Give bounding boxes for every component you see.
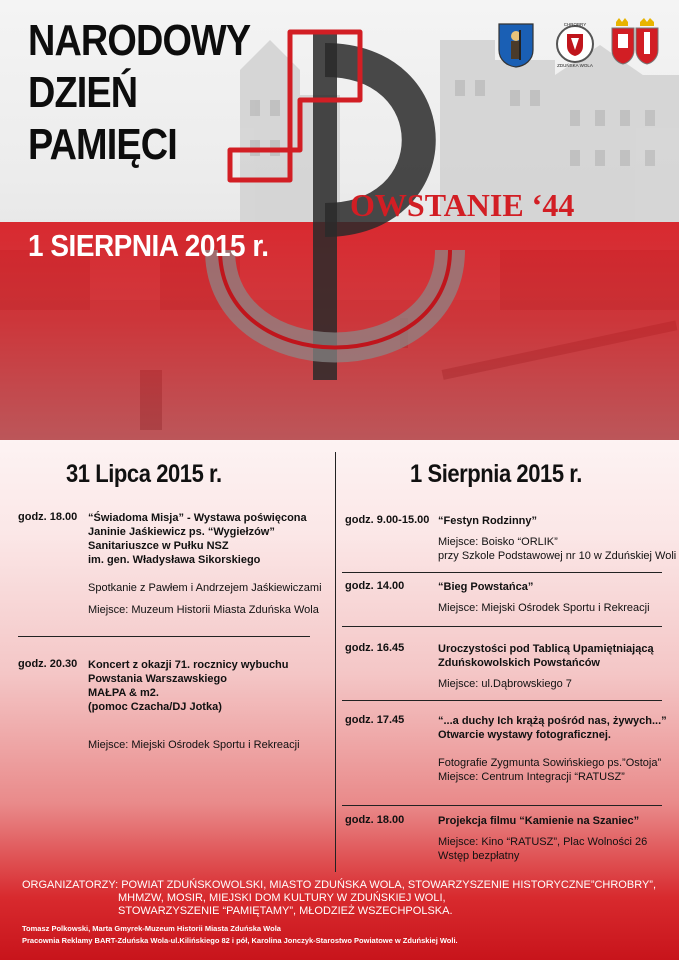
right-event-2-title: “Bieg Powstańca” [438,581,534,593]
right-event-4-title-1: “...a duchy Ich krążą pośród nas, żywych...” [438,715,667,727]
right-event-4-place [438,756,661,784]
left-event-1-title-4: im. gen. Władysława Sikorskiego [88,554,261,566]
right-separator-3 [342,700,662,701]
right-event-2-time: godz. 14.00 [345,580,405,592]
right-event-4-place-2: Miejsce: Centrum Integracji “RATUSZ” [438,771,625,783]
right-event-3-title-2: Zduńskowolskich Powstańców [438,657,600,669]
right-event-5-place [438,835,647,863]
organizers-line-3: STOWARZYSZENIE “PAMIĘTAMY”, MŁODZIEŻ WSZECHPOLSKA. [118,905,453,917]
left-event-1-title-3: Sanitariuszce w Pułku NSZ [88,540,229,552]
left-event-1-title-2: Janinie Jaśkiewicz ps. “Wygiełzów” [88,526,275,538]
left-event-1-title-1: “Świadoma Misja” - Wystawa poświęcona [88,512,307,524]
left-event-2-title-2: Powstania Warszawskiego [88,673,227,685]
organizers [22,879,662,918]
right-event-2-place: Miejsce: Miejski Ośrodek Sportu i Rekreacji [438,602,650,614]
county-crests-icon [610,18,660,68]
chrobry-crest-caption: ZDUŃSKA WOLA [557,63,593,68]
right-event-4-title [438,714,667,742]
right-event-5-place-1: Miejsce: Kino “RATUSZ”, Plac Wolności 26 [438,836,648,848]
zdunska-wola-crest-icon [497,22,535,68]
right-separator-1 [342,572,662,573]
right-event-1-time: godz. 9.00-15.00 [345,514,430,526]
column-divider [335,452,336,872]
left-event-2-title-3: MAŁPA & m2. [88,687,159,699]
left-event-2-title-4: (pomoc Czacha/DJ Jotka) [88,701,222,713]
right-event-5-place-2: Wstęp bezpłatny [438,850,520,862]
title-line-1: NARODOWY [28,16,251,65]
left-event-2-place: Miejsce: Miejski Ośrodek Sportu i Rekreacji [88,739,300,751]
right-event-4-title-2: Otwarcie wystawy fotograficznej. [438,729,611,741]
organizers-line-1: ORGANIZATORZY: POWIAT ZDUŃSKOWOLSKI, MIASTO ZDUŃSKA WOLA, STOWARZYSZENIE HISTORYCZNE”CHROBRY”, [22,879,657,891]
powstanie-emblem-text: OWSTANIE ‘44 [350,187,575,223]
event-date: 1 SIERPNIA 2015 r. [28,228,269,263]
right-event-3-title [438,642,654,670]
right-event-4-place-1: Fotografie Zygmunta Sowińskiego ps.”Ostoja” [438,757,662,769]
left-event-2-title-1: Koncert z okazji 71. rocznicy wybuchu [88,659,289,671]
right-event-1-title: “Festyn Rodzinny” [438,515,538,527]
right-separator-4 [342,805,662,806]
right-event-1-place-2: przy Szkole Podstawowej nr 10 w Zduńskiej Woli [438,550,677,562]
chrobry-crest-label: CHROBRY [563,22,587,27]
right-event-4-time: godz. 17.45 [345,714,405,726]
left-column-heading: 31 Lipca 2015 r. [66,460,222,488]
right-event-3-place: Miejsce: ul.Dąbrowskiego 7 [438,678,572,690]
left-separator [18,636,310,637]
chrobry-emblem-icon [555,20,595,68]
title-line-3: PAMIĘCI [28,120,177,169]
title-line-2: DZIEŃ [28,68,138,117]
left-event-1-time: godz. 18.00 [18,511,78,523]
right-event-3-title-1: Uroczystości pod Tablicą Upamiętniającą [438,643,654,655]
right-event-3-time: godz. 16.45 [345,642,405,654]
right-column-heading: 1 Sierpnia 2015 r. [410,460,582,488]
right-separator-2 [342,626,662,627]
hero-banner [0,0,679,440]
right-event-5-title: Projekcja filmu “Kamienie na Szaniec” [438,815,640,827]
left-event-2-time: godz. 20.30 [18,658,78,670]
left-event-2 [88,658,289,714]
credits-line-2: Pracownia Reklamy BART-Zduńska Wola-ul.Kilińskiego 82 i pół, Karolina Jonczyk-Starostwo Powiatowe w Zduńskiej Woli. [22,936,458,945]
right-event-1-place-1: Miejsce: Boisko “ORLIK” [438,536,558,548]
left-event-1 [88,511,307,567]
organizers-line-2: MHMZW, MOSIR, MIEJSKI DOM KULTURY W ZDUŃSKIEJ WOLI, [118,892,446,904]
credits-line-1: Tomasz Polkowski, Marta Gmyrek-Muzeum Historii Miasta Zduńska Wola [22,924,281,933]
right-event-1-place [438,535,676,563]
right-event-5-time: godz. 18.00 [345,814,405,826]
left-event-1-place: Miejsce: Muzeum Historii Miasta Zduńska Wola [88,604,319,616]
left-event-1-note: Spotkanie z Pawłem i Andrzejem Jaśkiewiczami [88,582,322,594]
